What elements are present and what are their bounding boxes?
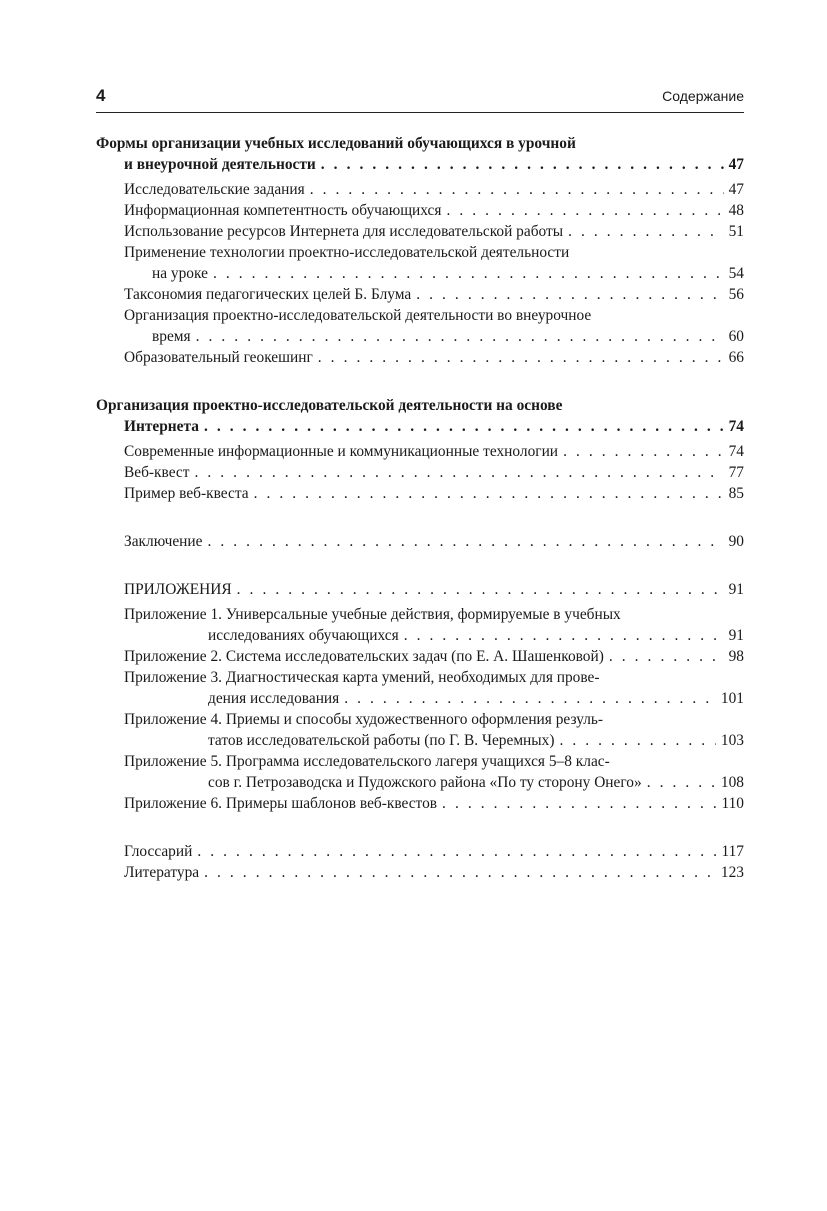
- toc-entry-label: Приложение 1. Универсальные учебные действия, формируемые в учебных: [124, 606, 621, 623]
- toc-entry-label: Образовательный геокешинг: [124, 349, 313, 366]
- dot-leader: [568, 221, 724, 242]
- page-header: [96, 86, 744, 113]
- toc-section-title-line2: и внеурочной деятельности: [124, 156, 316, 173]
- toc-entry-label: Современные информационные и коммуникационные технологии: [124, 443, 559, 460]
- toc-entry-label-cont: дения исследования: [208, 690, 340, 707]
- toc-page-number: 91: [728, 627, 744, 644]
- toc-section-title-line2: Интернета: [124, 418, 199, 435]
- toc-page-number: 110: [721, 795, 744, 812]
- toc-entry[interactable]: [96, 709, 744, 751]
- dot-leader: [647, 772, 716, 793]
- toc-page-number: 54: [728, 265, 744, 282]
- toc-entry[interactable]: [96, 667, 744, 709]
- dot-leader: [442, 793, 716, 814]
- toc-entry-label: Приложение 5. Программа исследовательского лагеря учащихся 5–8 клас-: [124, 753, 610, 770]
- toc-entry-label: Организация проектно-исследовательской деятельности во внеурочное: [124, 307, 592, 324]
- toc-entry-label-cont: сов г. Петрозаводска и Пудожского района «По ту сторону Онего»: [208, 774, 642, 791]
- page-number: 4: [96, 86, 106, 105]
- toc-page-number: 85: [728, 485, 744, 502]
- dot-leader: [446, 200, 723, 221]
- toc-entry-label: Использование ресурсов Интернета для исследовательской работы: [124, 223, 564, 240]
- toc-entry-label: Заключение: [124, 533, 203, 550]
- toc-page-number: 123: [720, 864, 744, 881]
- toc-page-number: 48: [728, 202, 744, 219]
- dot-leader: [563, 441, 724, 462]
- toc-entry-appendices[interactable]: [96, 579, 744, 600]
- dot-leader: [204, 862, 716, 883]
- dot-leader: [213, 263, 724, 284]
- toc-entry-label: Веб-квест: [124, 464, 190, 481]
- toc-entry[interactable]: [96, 441, 744, 462]
- toc-entry-label-cont: исследованиях обучающихся: [208, 627, 399, 644]
- toc-page-number: 101: [720, 690, 744, 707]
- toc-entry[interactable]: [96, 284, 744, 305]
- toc-entry[interactable]: [96, 305, 744, 347]
- table-of-contents: [96, 133, 744, 883]
- toc-entry-label: Литература: [124, 864, 200, 881]
- toc-section-title-line1: Формы организации учебных исследований обучающихся в урочной: [96, 135, 576, 152]
- toc-page-number: 108: [720, 774, 744, 791]
- toc-entry-label: Информационная компетентность обучающихся: [124, 202, 442, 219]
- toc-page-number: 90: [728, 533, 744, 550]
- toc-entry-label: ПРИЛОЖЕНИЯ: [124, 581, 232, 598]
- toc-entry-label: Приложение 3. Диагностическая карта умений, необходимых для прове-: [124, 669, 600, 686]
- dot-leader: [344, 688, 716, 709]
- toc-entry-label-cont: на уроке: [152, 265, 208, 282]
- toc-entry-conclusion[interactable]: [96, 531, 744, 552]
- toc-section-heading[interactable]: [96, 133, 744, 175]
- toc-page-number: 103: [720, 732, 744, 749]
- toc-entry[interactable]: [96, 242, 744, 284]
- toc-entry[interactable]: [96, 200, 744, 221]
- toc-entry[interactable]: [96, 347, 744, 368]
- dot-leader: [404, 625, 724, 646]
- dot-leader: [196, 326, 724, 347]
- toc-entry[interactable]: [96, 751, 744, 793]
- toc-entry-glossary[interactable]: [96, 841, 744, 862]
- toc-page-number: 51: [728, 223, 744, 240]
- toc-entry[interactable]: [96, 646, 744, 667]
- dot-leader: [318, 347, 724, 368]
- toc-page-number: 60: [728, 328, 744, 345]
- toc-entry[interactable]: [96, 179, 744, 200]
- toc-section-heading[interactable]: [96, 395, 744, 437]
- toc-page-number: 66: [728, 349, 744, 366]
- dot-leader: [254, 483, 724, 504]
- toc-page-number: 56: [728, 286, 744, 303]
- toc-page-number: 74: [728, 418, 744, 435]
- dot-leader: [559, 730, 715, 751]
- dot-leader: [321, 154, 724, 175]
- toc-entry[interactable]: [96, 221, 744, 242]
- toc-page-number: 77: [728, 464, 744, 481]
- toc-entry-label: Таксономия педагогических целей Б. Блума: [124, 286, 412, 303]
- toc-entry-label: Приложение 2. Система исследовательских задач (по Е. А. Шашенковой): [124, 648, 604, 665]
- dot-leader: [416, 284, 723, 305]
- toc-entry-label-cont: время: [152, 328, 191, 345]
- dot-leader: [204, 416, 724, 437]
- running-title: Содержание: [662, 88, 744, 104]
- toc-entry-label: Применение технологии проектно-исследовательской деятельности: [124, 244, 570, 261]
- toc-entry[interactable]: [96, 462, 744, 483]
- dot-leader: [310, 179, 724, 200]
- toc-page-number: 117: [721, 843, 744, 860]
- toc-entry[interactable]: [96, 483, 744, 504]
- toc-entry-literature[interactable]: [96, 862, 744, 883]
- dot-leader: [609, 646, 724, 667]
- dot-leader: [194, 462, 723, 483]
- toc-entry-label-cont: татов исследовательской работы (по Г. В. Черемных): [208, 732, 555, 749]
- toc-entry-label: Исследовательские задания: [124, 181, 305, 198]
- toc-page-number: 47: [728, 181, 744, 198]
- toc-page-number: 91: [728, 581, 744, 598]
- toc-entry[interactable]: [96, 793, 744, 814]
- toc-entry-label: Приложение 4. Приемы и способы художественного оформления резуль-: [124, 711, 604, 728]
- dot-leader: [237, 579, 724, 600]
- toc-page-number: 74: [728, 443, 744, 460]
- toc-entry-label: Глоссарий: [124, 843, 193, 860]
- dot-leader: [197, 841, 716, 862]
- toc-page-number: 98: [728, 648, 744, 665]
- toc-entry-label: Приложение 6. Примеры шаблонов веб-квестов: [124, 795, 438, 812]
- dot-leader: [208, 531, 724, 552]
- toc-page-number: 47: [728, 156, 744, 173]
- toc-entry-label: Пример веб-квеста: [124, 485, 249, 502]
- toc-entry[interactable]: [96, 604, 744, 646]
- toc-section-title-line1: Организация проектно-исследовательской деятельности на основе: [96, 397, 563, 414]
